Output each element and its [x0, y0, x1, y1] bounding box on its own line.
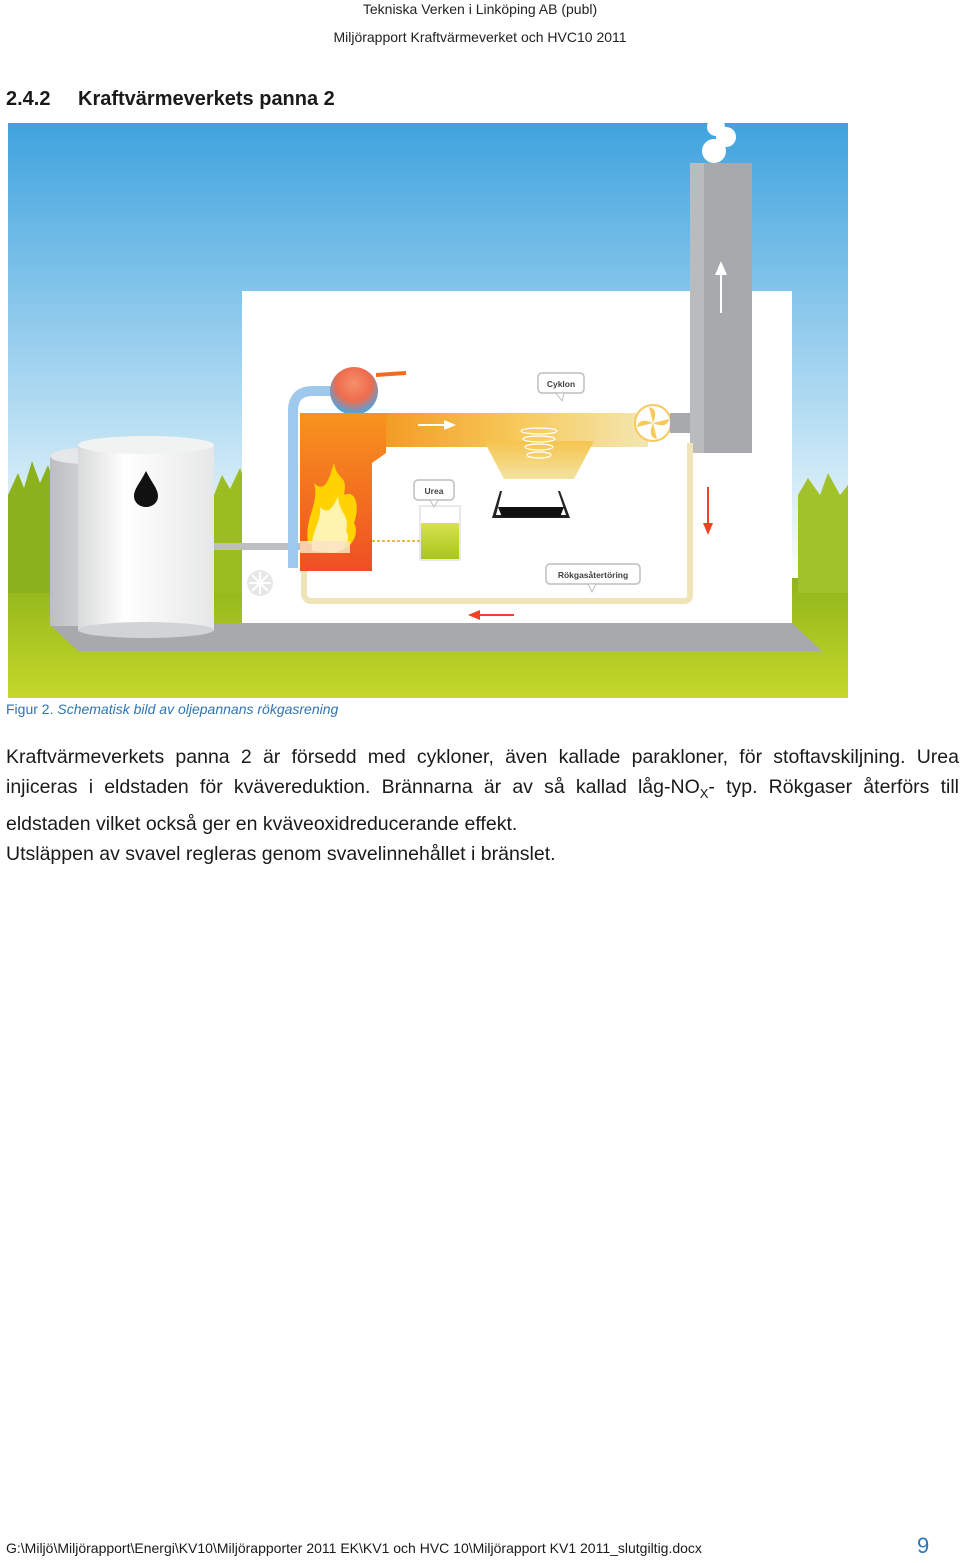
p1-text-cont: - typ. Rökgaser återförs till eldstaden vilket också ger en kväveoxidreducerande effekt.	[6, 776, 959, 835]
footer-file-path: G:\Miljö\Miljörapport\Energi\KV10\Miljörapporter 2011 EK\KV1 och HVC 10\Miljörapport KV1 2011_slutgiltig.docx	[6, 1540, 702, 1556]
header-company: Tekniska Verken i Linköping AB (publ)	[362, 1, 598, 17]
flue-gas-cleaning-diagram	[8, 123, 848, 698]
p1-text: Kraftvärmeverkets panna 2 är försedd med cykloner, även kallade parakloner, för stoftavskiljning. Urea injiceras i eldstaden för kvävereduktion. Brännarna är av så kallad låg-NO	[6, 746, 959, 798]
section-heading	[6, 88, 335, 111]
paragraph-sulfur: Utsläppen av svavel regleras genom svavelinnehållet i bränslet.	[6, 843, 556, 865]
cyklon-text: Cyklon	[546, 379, 576, 389]
header-report-title: Miljörapport Kraftvärmeverket och HVC10 2011	[333, 29, 627, 45]
urea-text: Urea	[424, 486, 444, 496]
paragraph-boiler-description	[6, 742, 959, 839]
section-title: Kraftvärmeverkets panna 2	[78, 88, 335, 110]
caption-text: Schematisk bild av oljepannans rökgasrening	[53, 701, 339, 717]
rokgasatertoring-text: Rökgasåtertöring	[557, 570, 629, 580]
figure-caption	[6, 701, 338, 717]
page-number: 9	[917, 1533, 930, 1558]
section-number: 2.4.2	[6, 88, 51, 110]
fan-icon	[247, 570, 273, 596]
caption-label: Figur 2.	[6, 701, 54, 717]
nox-subscript: X	[699, 785, 709, 801]
fan-icon	[635, 405, 671, 441]
